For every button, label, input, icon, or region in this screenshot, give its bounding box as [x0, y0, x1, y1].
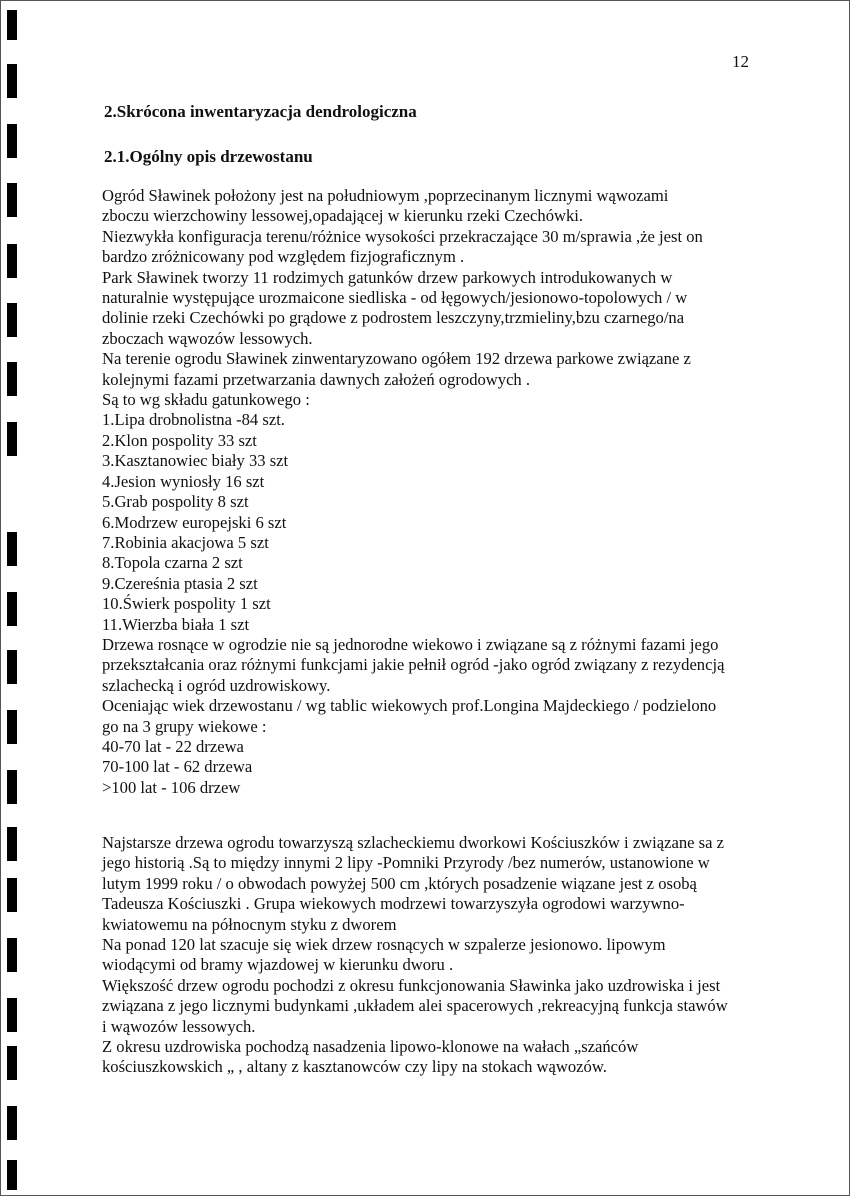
- age-group-line: 70-100 lat - 62 drzewa: [102, 757, 253, 777]
- age-group-line: >100 lat - 106 drzew: [102, 777, 241, 797]
- binder-mark: [7, 650, 17, 684]
- species-list-item: 11.Wierzba biała 1 szt: [102, 614, 250, 634]
- binder-mark: [7, 244, 17, 278]
- binder-mark: [7, 532, 17, 566]
- binder-mark: [7, 998, 17, 1032]
- binder-mark: [7, 422, 17, 456]
- binder-mark: [7, 938, 17, 972]
- age-group-line: 40-70 lat - 22 drzewa: [102, 736, 244, 756]
- text-line: i wąwozów lessowych.: [102, 1016, 256, 1036]
- species-list-item: 3.Kasztanowiec biały 33 szt: [102, 451, 289, 471]
- binder-mark: [7, 124, 17, 158]
- binder-mark: [7, 362, 17, 396]
- binder-mark: [7, 64, 17, 98]
- page-number: 12: [732, 52, 749, 71]
- binder-mark: [7, 10, 17, 40]
- text-line: Park Sławinek tworzy 11 rodzimych gatunków drzew parkowych introdukowanych w: [102, 267, 673, 287]
- text-line: dolinie rzeki Czechówki po grądowe z podrostem leszczyny,trzmieliny,bzu czarnego/na: [102, 308, 685, 328]
- species-list-item: 2.Klon pospolity 33 szt: [102, 430, 257, 450]
- binder-mark: [7, 1106, 17, 1140]
- text-line: Na ponad 120 lat szacuje się wiek drzew rosnących w szpalerze jesionowo. lipowym: [102, 935, 666, 955]
- species-list-item: 4.Jesion wyniosły 16 szt: [102, 471, 265, 491]
- text-line: związana z jego licznymi budynkami ,układem alei spacerowych ,rekreacyjną funkcja stawów: [102, 996, 728, 1016]
- text-line: zboczu wierzchowiny lessowej,opadającej w kierunku rzeki Czechówki.: [102, 206, 584, 226]
- text-line: przekształcania oraz różnymi funkcjami jakie pełnił ogród -jako ogród związany z rezydencją: [102, 655, 725, 675]
- species-list-item: 9.Czereśnia ptasia 2 szt: [102, 573, 258, 593]
- text-line: jego historią .Są to między innymi 2 lipy -Pomniki Przyrody /bez numerów, ustanowione w: [102, 853, 710, 873]
- text-line: Ogród Sławinek położony jest na południowym ,poprzecinanym licznymi wąwozami: [102, 186, 669, 205]
- text-line: go na 3 grupy wiekowe :: [102, 716, 267, 736]
- text-line: Najstarsze drzewa ogrodu towarzyszą szlacheckiemu dworkowi Kościuszków i związane sa z: [102, 833, 725, 852]
- binder-mark: [7, 183, 17, 217]
- binder-mark: [7, 710, 17, 744]
- text-line: kolejnymi fazami przetwarzania dawnych założeń ogrodowych .: [102, 369, 531, 389]
- text-line: Na terenie ogrodu Sławinek zinwentaryzowano ogółem 192 drzewa parkowe związane z: [102, 349, 691, 369]
- text-line: kwiatowemu na północnym styku z dworem: [102, 914, 397, 934]
- body-text-block-2: [102, 833, 772, 1078]
- species-list-item: 5.Grab pospolity 8 szt: [102, 492, 249, 512]
- species-list-item: 6.Modrzew europejski 6 szt: [102, 512, 287, 532]
- body-text-block-1: [102, 186, 772, 798]
- text-line: Drzewa rosnące w ogrodzie nie są jednorodne wiekowo i związane są z różnymi fazami jego: [102, 634, 719, 654]
- text-line: kościuszkowskich „ , altany z kasztanowców czy lipy na stokach wąwozów.: [102, 1057, 607, 1077]
- text-line: wiodącymi od bramy wjazdowej w kierunku dworu .: [102, 955, 454, 975]
- section-heading: 2.Skrócona inwentaryzacja dendrologiczna: [104, 102, 417, 121]
- text-line: Tadeusza Kościuszki . Grupa wiekowych modrzewi towarzyszyła ogrodowi warzywno-: [102, 894, 685, 914]
- text-line: bardzo zróżnicowany pod względem fizjograficznym .: [102, 247, 465, 267]
- text-line: Niezwykła konfiguracja terenu/różnice wysokości przekraczające 30 m/sprawia ,że jest on: [102, 226, 703, 246]
- text-line: Większość drzew ogrodu pochodzi z okresu funkcjonowania Sławinka jako uzdrowiska i jest: [102, 975, 721, 995]
- binder-mark: [7, 827, 17, 861]
- species-list-item: 10.Świerk pospolity 1 szt: [102, 594, 271, 614]
- species-list-item: 8.Topola czarna 2 szt: [102, 553, 243, 573]
- text-line: szlachecką i ogród uzdrowiskowy.: [102, 675, 331, 695]
- text-line: Z okresu uzdrowiska pochodzą nasadzenia lipowo-klonowe na wałach „szańców: [102, 1037, 639, 1057]
- binder-mark: [7, 303, 17, 337]
- species-list-item: 7.Robinia akacjowa 5 szt: [102, 532, 269, 552]
- text-line: zboczach wąwozów lessowych.: [102, 328, 313, 348]
- text-line: naturalnie występujące urozmaicone siedliska - od łęgowych/jesionowo-topolowych / w: [102, 288, 688, 308]
- text-line: Oceniając wiek drzewostanu / wg tablic wiekowych prof.Longina Majdeckiego / podzielono: [102, 696, 717, 716]
- species-list-item: 1.Lipa drobnolistna -84 szt.: [102, 410, 285, 430]
- text-line: lutym 1999 roku / o obwodach powyżej 500 cm ,których posadzenie wiązane jest z osobą: [102, 873, 697, 893]
- binder-mark: [7, 1046, 17, 1080]
- binder-mark: [7, 592, 17, 626]
- binder-mark: [7, 770, 17, 804]
- binder-mark: [7, 1160, 17, 1190]
- binder-mark: [7, 878, 17, 912]
- subsection-heading: 2.1.Ogólny opis drzewostanu: [104, 147, 313, 166]
- text-line: Są to wg składu gatunkowego :: [102, 390, 310, 410]
